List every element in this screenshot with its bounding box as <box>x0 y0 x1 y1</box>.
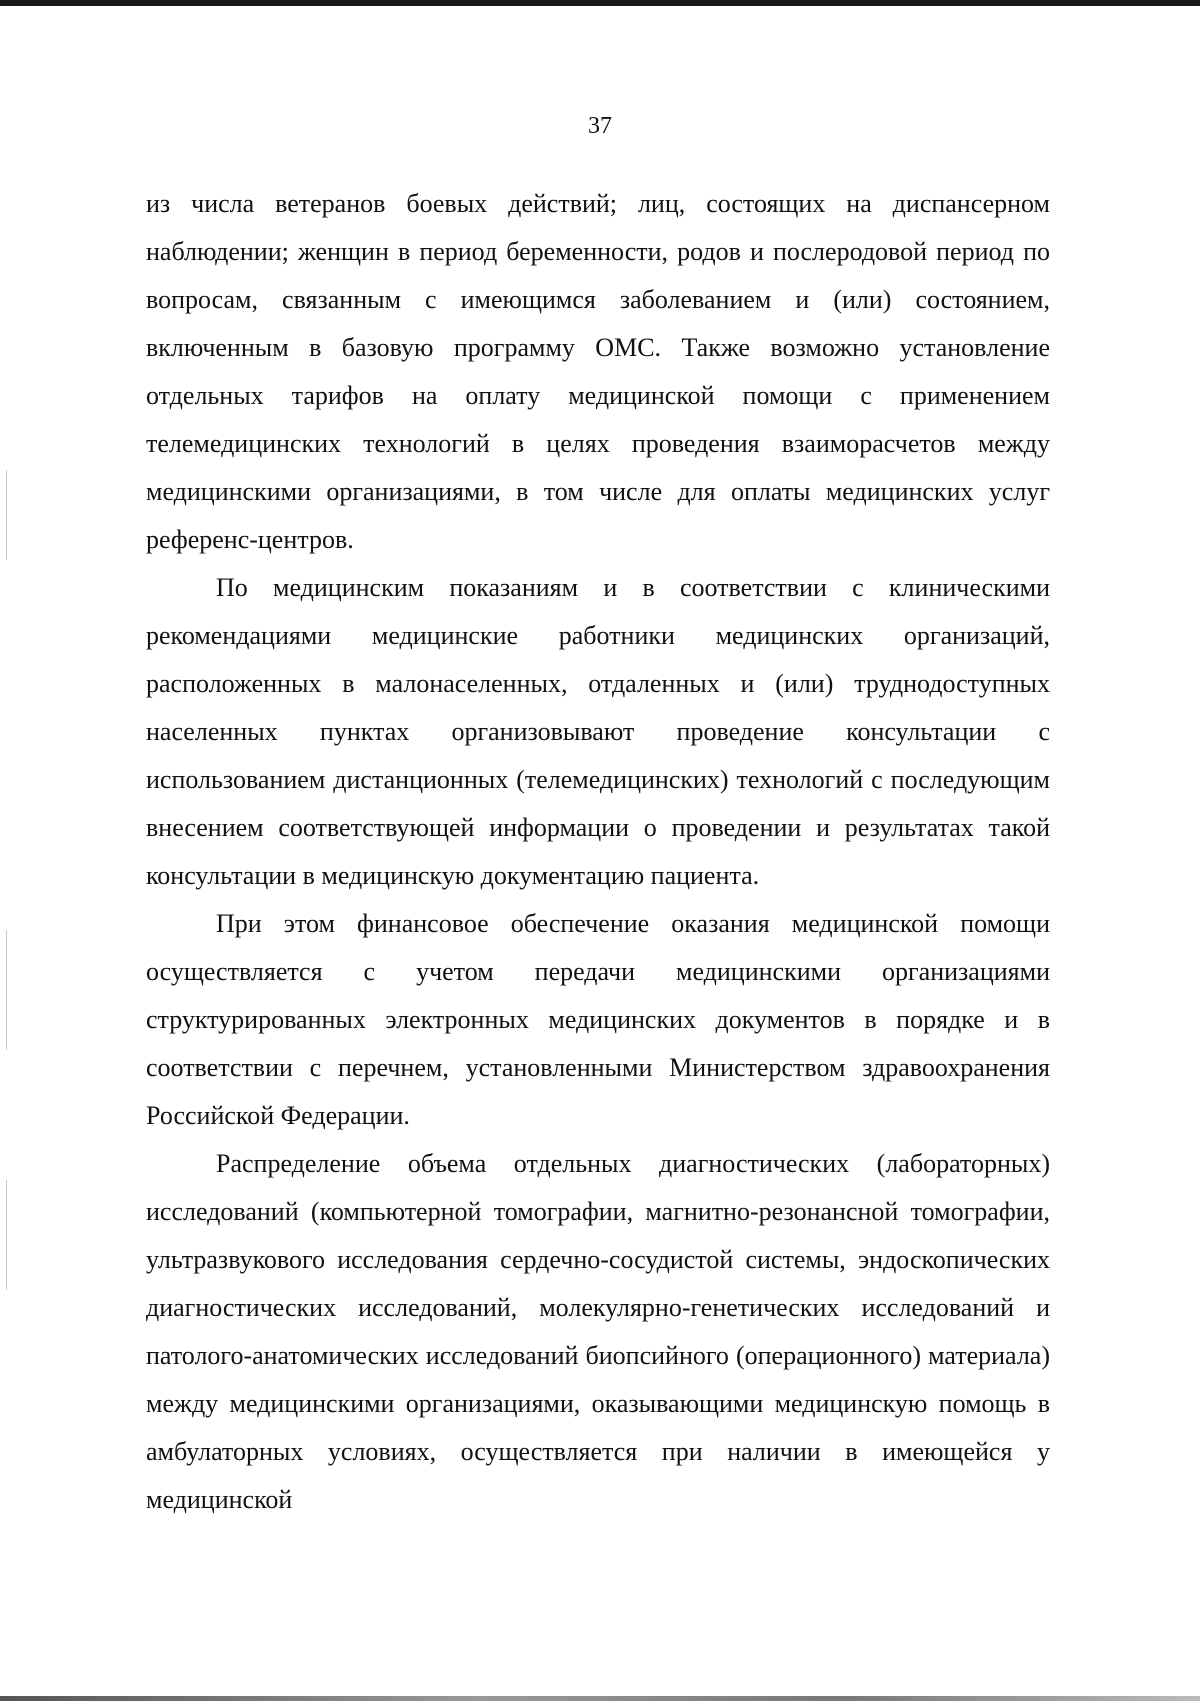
scan-artifact <box>6 470 7 560</box>
paragraph-4: Распределение объема отдельных диагностических (лабораторных) исследований (компьютерной томографии, магнитно-резонансной томографии, ультразвукового исследования сердечно-сосудистой системы, эндоскопических диагностических исследований, молекулярно-генетических исследований и патолого-анатомических исследований биопсийного (операционного) материала) между медицинскими организациями, оказывающими медицинскую помощь в амбулаторных условиях, осуществляется при наличии в имеющейся у медицинской <box>146 1149 1050 1514</box>
page-number: 37 <box>588 113 612 139</box>
paragraph-3: При этом финансовое обеспечение оказания медицинской помощи осуществляется с учетом передачи медицинскими организациями структурированных электронных медицинских документов в порядке и в соответствии с перечнем, установленными Министерством здравоохранения Российской Федерации. <box>146 909 1050 1130</box>
scan-bottom-edge <box>0 1696 1200 1701</box>
paragraph-1: из числа ветеранов боевых действий; лиц, состоящих на диспансерном наблюдении; женщин в период беременности, родов и послеродовой период по вопросам, связанным с имеющимся заболеванием и (или) состоянием, включенным в базовую программу ОМС. Также возможно установление отдельных тарифов на оплату медицинской помощи с применением телемедицинских технологий в целях проведения взаиморасчетов между медицинскими организациями, в том числе для оплаты медицинских услуг референс-центров. <box>146 189 1050 554</box>
scan-top-edge <box>0 0 1200 6</box>
scan-artifact <box>6 930 7 1050</box>
document-body <box>146 180 1050 1524</box>
paragraph-2: По медицинским показаниям и в соответствии с клиническими рекомендациями медицинские работники медицинских организаций, расположенных в малонаселенных, отдаленных и (или) труднодоступных населенных пунктах организовывают проведение консультации с использованием дистанционных (телемедицинских) технологий с последующим внесением соответствующей информации о проведении и результатах такой консультации в медицинскую документацию пациента. <box>146 573 1050 890</box>
scan-artifact <box>6 1180 7 1290</box>
